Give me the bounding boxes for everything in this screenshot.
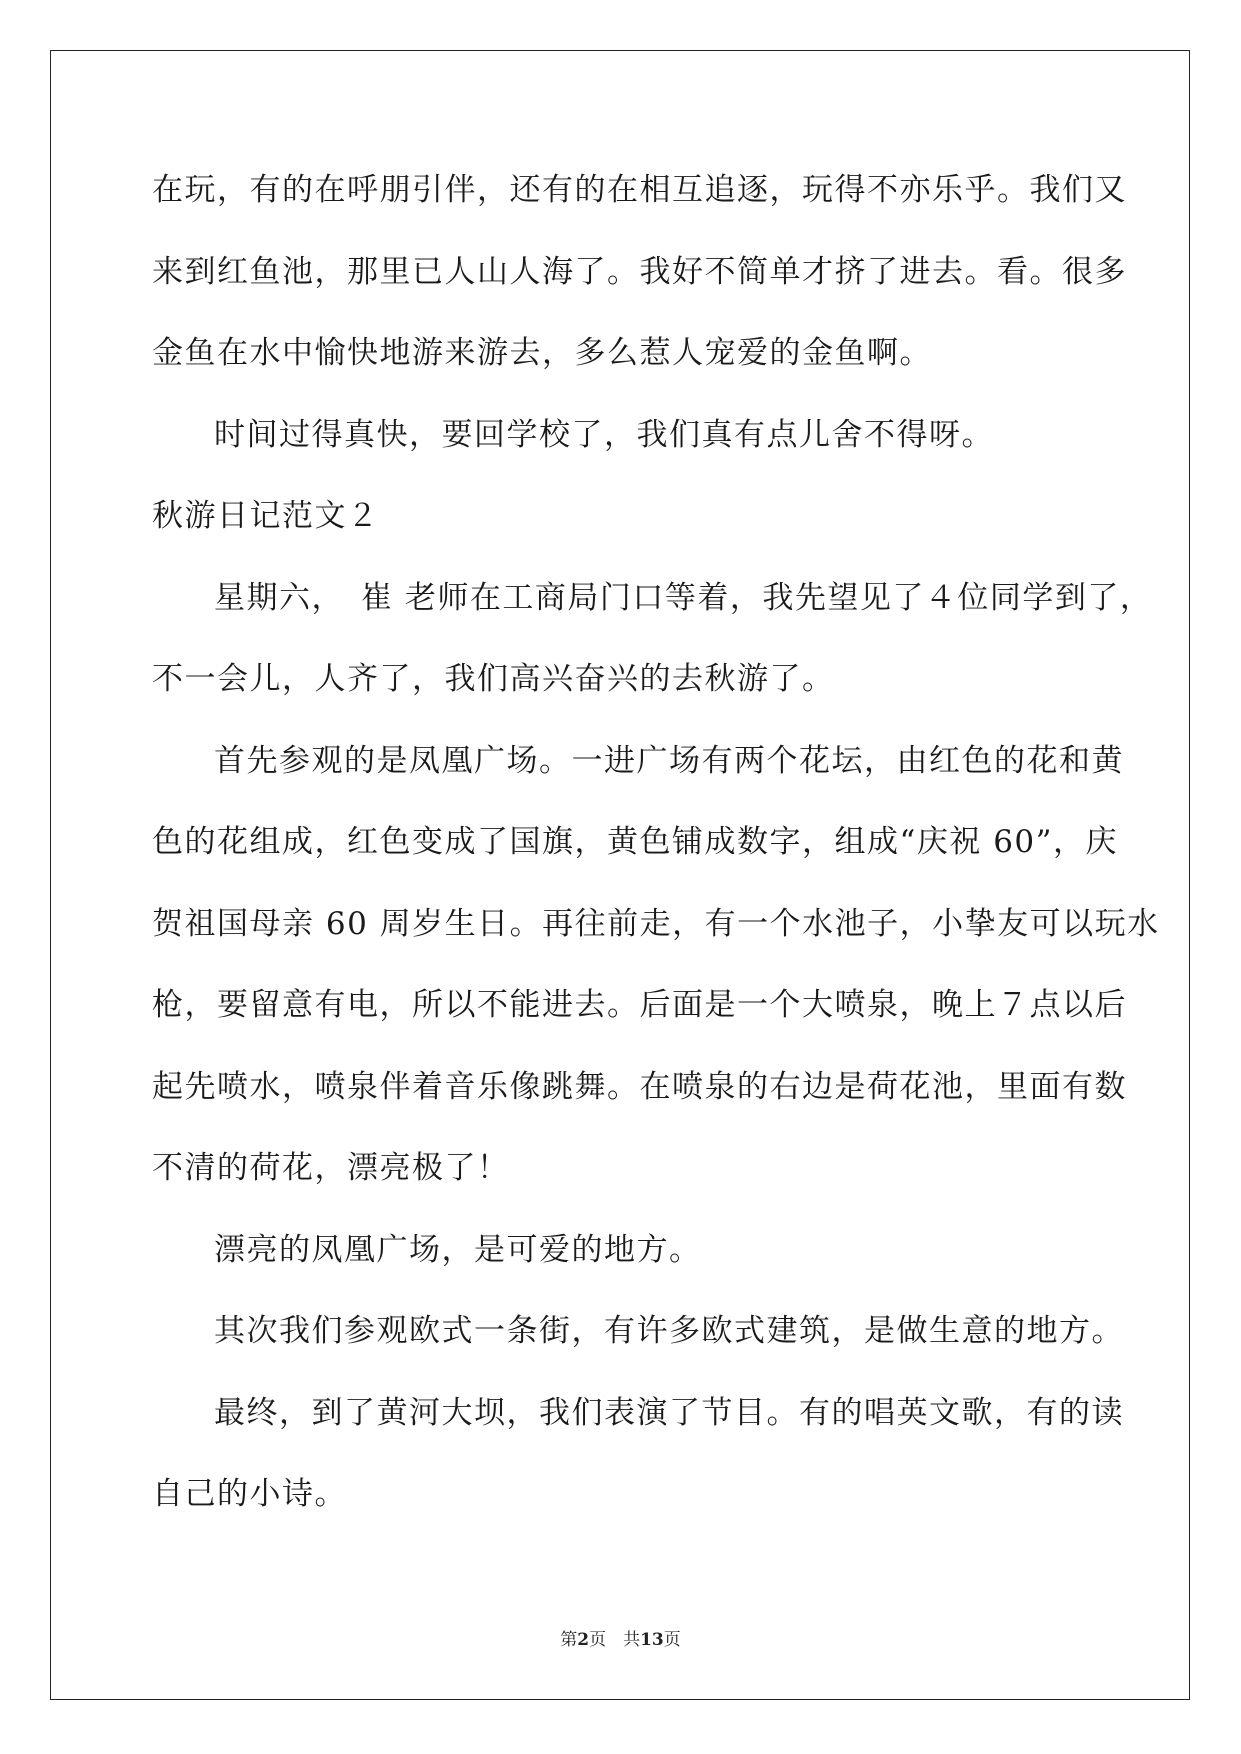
paragraph-first-line: 漂亮的凤凰广场，是可爱的地方。 (214, 1231, 702, 1268)
text-line: 不清的荷花，漂亮极了！ (152, 1150, 510, 1186)
text-line: 枪，要留意有电，所以不能进去。后面是一个大喷泉，晚上７点以后 (152, 987, 1127, 1023)
text-line: 金鱼在水中愉快地游来游去，多么惹人宠爱的金鱼啊。 (152, 335, 932, 371)
text-line: 色的花组成，红色变成了国旗，黄色铺成数字，组成“庆祝 60”，庆 (152, 824, 1118, 860)
text-line: 在玩，有的在呼朋引伴，还有的在相互追逐，玩得不亦乐乎。我们又 (152, 172, 1127, 208)
text-line: 来到红鱼池，那里已人山人海了。我好不简单才挤了进去。看。很多 (152, 253, 1127, 290)
paragraph-first-line: 首先参观的是凤凰广场。一进广场有两个花坛，由红色的花和黄 (214, 742, 1124, 779)
text-line: 自己的小诗。 (152, 1476, 347, 1512)
document-body (152, 150, 1160, 1536)
page-footer (0, 1625, 1241, 1650)
paragraph-first-line: 其次我们参观欧式一条街，有许多欧式建筑，是做生意的地方。 (214, 1313, 1124, 1349)
footer-total-pages: 13 (640, 1630, 664, 1650)
section-heading: 秋游日记范文２ (152, 498, 380, 534)
text-line: 不一会儿，人齐了，我们高兴奋兴的去秋游了。 (152, 661, 835, 697)
footer-suffix: 页 (663, 1630, 681, 1650)
text-line: 贺祖国母亲 60 周岁生日。再往前走，有一个水池子，小挚友可以玩水 (152, 905, 1160, 942)
text-line: 起先喷水，喷泉伴着音乐像跳舞。在喷泉的右边是荷花池，里面有数 (152, 1068, 1127, 1105)
footer-page-number: 2 (577, 1630, 590, 1650)
paragraph-first-line: 星期六， 崔 老师在工商局门口等着，我先望见了４位同学到了， (214, 579, 1153, 616)
paragraph-first-line: 时间过得真快，要回学校了，我们真有点儿舍不得呀。 (214, 416, 994, 453)
footer-prefix: 第 (560, 1630, 578, 1650)
paragraph-first-line: 最终，到了黄河大坝，我们表演了节目。有的唱英文歌，有的读 (214, 1394, 1124, 1431)
footer-middle: 页 共 (589, 1630, 641, 1650)
